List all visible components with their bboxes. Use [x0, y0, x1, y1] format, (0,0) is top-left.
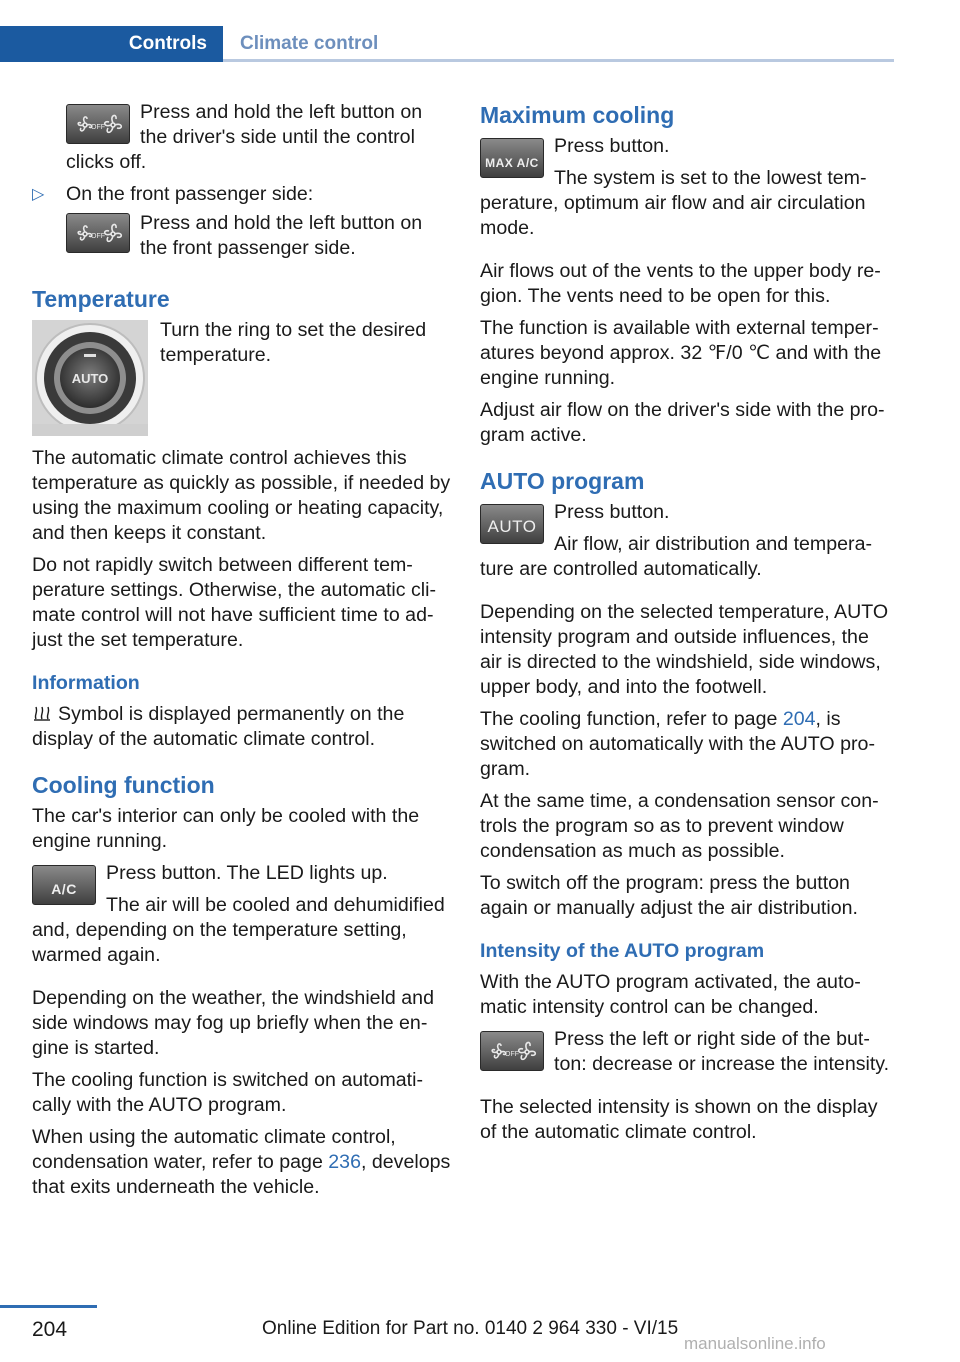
header-divider: [223, 59, 894, 62]
fan-off-button-icon: [66, 213, 130, 253]
temperature-paragraph-2: Do not rapidly switch between different temperature settings. Otherwise, the automatic climate control will not have sufficient time to adjust the set temperature.: [32, 554, 437, 651]
driver-hold-block: [66, 100, 452, 182]
maxcool-press-text: Press button.: [554, 135, 670, 157]
temperature-heading: Temperature: [32, 286, 170, 312]
driver-hold-text: Press and hold the left button on the driver's side until the control clicks off.: [66, 101, 423, 173]
svg-text:OFF: OFF: [91, 233, 105, 240]
left-column: [32, 100, 452, 1207]
maxcool-paragraph-1: Air flows out of the vents to the upper body region. The vents need to be open for this.: [480, 260, 881, 307]
intensity-paragraph-2: The selected intensity is shown on the display of the automatic climate control.: [480, 1096, 878, 1143]
auto-press-detail: Air flow, air distribution and temperature are controlled automatically.: [480, 533, 873, 580]
bullet-triangle-icon: ▷: [32, 186, 45, 203]
cooling-paragraph-4: When using the automatic climate control, condensation water, refer to page 236, develops that exits underneath the vehicle.: [32, 1126, 451, 1198]
ac-button-icon: A/C: [32, 865, 96, 905]
auto-button-icon: AUTO: [480, 504, 544, 544]
cooling-paragraph-3: The cooling function is switched on automatically with the AUTO program.: [32, 1069, 424, 1116]
intensity-heading: Intensity of the AUTO program: [480, 940, 765, 962]
cooling-function-heading: Cooling function: [32, 772, 215, 798]
watermark: manualsonline.info: [684, 1334, 826, 1353]
passenger-bullet-text: On the front passenger side:: [66, 183, 314, 205]
information-text: Symbol is displayed permanently on the display of the automatic climate control.: [32, 703, 405, 750]
cooling-paragraph-1: The car's interior can only be cooled with the engine running.: [32, 805, 420, 852]
fan-off-button-icon: [66, 104, 130, 144]
auto-paragraph-4: To switch off the program: press the button again or manually adjust the air distribution.: [480, 872, 858, 919]
intensity-button-block: [480, 1027, 895, 1095]
page-link-236[interactable]: 236: [328, 1151, 361, 1173]
cooling-paragraph-2: Depending on the weather, the windshield and side windows may fog up briefly when the engine is started.: [32, 987, 434, 1059]
temperature-block: [32, 318, 452, 446]
maxac-button-block: [480, 134, 895, 241]
windshield-heat-icon: [32, 703, 52, 723]
auto-paragraph-1: Depending on the selected temperature, AUTO intensity program and outside influences, the air is directed to the windshield, side windows, upper body, and into the footwell.: [480, 601, 889, 698]
cooling-press-detail: The air will be cooled and dehumidified and, depending on the temperature setting, warmed again.: [32, 894, 445, 966]
information-text-block: [32, 702, 452, 752]
auto-program-heading: AUTO program: [480, 468, 645, 494]
cooling-press-text: Press button. The LED lights up.: [106, 862, 388, 884]
maxcool-paragraph-3: Adjust air flow on the driver's side with the program active.: [480, 399, 885, 446]
passenger-hold-block: [66, 211, 452, 268]
auto-press-text: Press button.: [554, 501, 670, 523]
svg-text:OFF: OFF: [505, 1051, 519, 1058]
intensity-press-text: Press the left or right side of the button: decrease or increase the intensity.: [554, 1028, 890, 1075]
page-header: [0, 26, 894, 62]
knob-auto-label: AUTO: [71, 371, 109, 386]
page-link-204[interactable]: 204: [782, 708, 816, 730]
passenger-hold-text: Press and hold the left button on the front passenger side.: [140, 212, 423, 259]
ac-button-block: [32, 861, 452, 968]
svg-text:OFF: OFF: [91, 124, 105, 131]
edition-text: Online Edition for Part no. 0140 2 964 330 - VI/15: [262, 1318, 679, 1339]
auto-button-block: [480, 500, 895, 582]
auto-paragraph-3: At the same time, a condensation sensor controls the program so as to prevent window condensation as much as possible.: [480, 790, 879, 862]
section-tab-controls[interactable]: Controls: [0, 26, 223, 62]
intensity-paragraph-1: With the AUTO program activated, the automatic intensity control can be changed.: [480, 971, 861, 1018]
maxcool-press-detail: The system is set to the lowest temperature, optimum air flow and air circulation mode.: [480, 167, 867, 239]
information-heading: Information: [32, 672, 140, 694]
temperature-knob-icon: [32, 320, 148, 436]
temperature-paragraph-1: The automatic climate control achieves this temperature as quickly as possible, if needed by using the maximum cooling or heating capacity, and then keeps it constant.: [32, 447, 451, 544]
temperature-intro: Turn the ring to set the desired temperature.: [160, 319, 427, 366]
max-ac-button-icon: MAX A/C: [480, 138, 544, 178]
maxcool-paragraph-2: The function is available with external temperatures beyond approx. 32 ℉/0 ℃ and with the engine running.: [480, 317, 882, 389]
maximum-cooling-heading: Maximum cooling: [480, 102, 675, 128]
page-number: 204: [32, 1318, 68, 1341]
footer-accent-bar: [0, 1305, 97, 1308]
section-tab-climate-control[interactable]: Climate control: [240, 33, 379, 54]
passenger-bullet: [32, 182, 452, 207]
auto-paragraph-2: The cooling function, refer to page 204, is switched on automatically with the AUTO program.: [480, 708, 875, 780]
right-column: [480, 100, 895, 1152]
fan-intensity-button-icon: [480, 1031, 544, 1071]
